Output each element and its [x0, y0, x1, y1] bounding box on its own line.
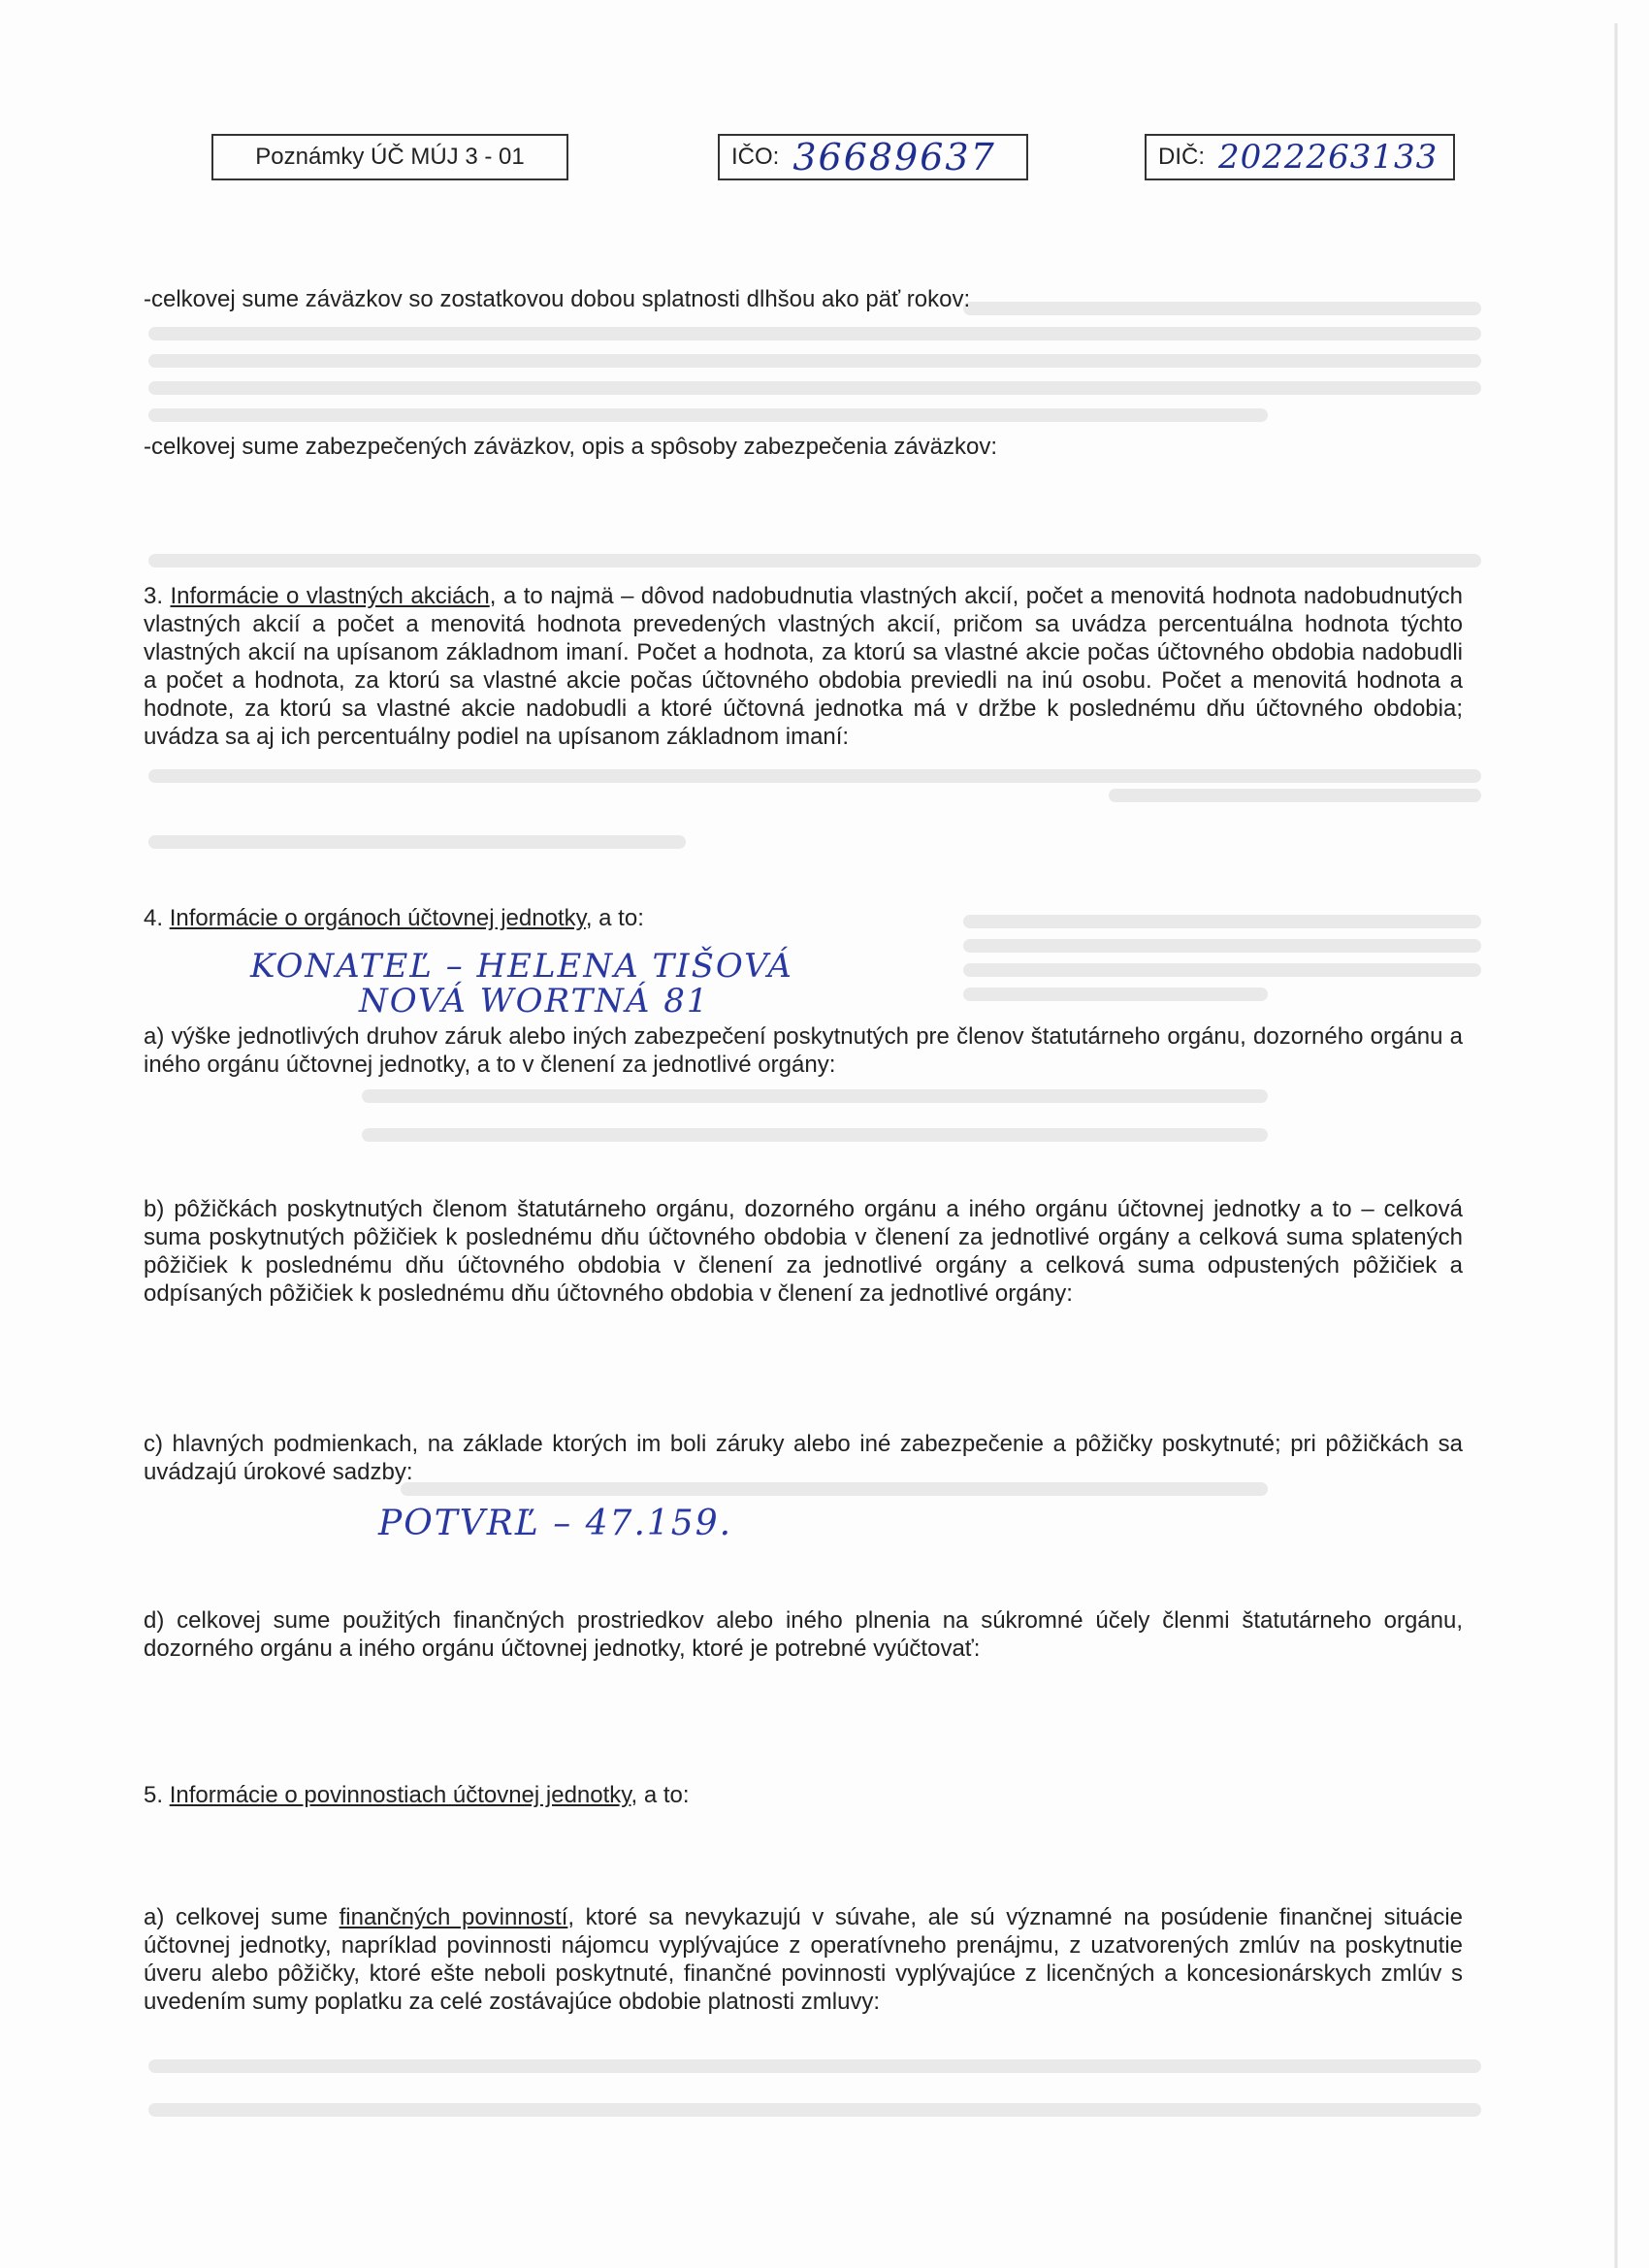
form-label: Poznámky ÚČ MÚJ 3 - 01: [255, 144, 525, 170]
section-5-title: Informácie o povinnostiach účtovnej jednotky: [169, 1782, 631, 1808]
section-3-number: 3.: [144, 583, 164, 609]
section-4-number: 4.: [144, 905, 164, 931]
dic-label: DIČ:: [1158, 144, 1205, 170]
handwritten-address: NOVÁ WORTNÁ 81: [359, 982, 710, 1021]
section-4-heading: [144, 904, 1463, 932]
section-4-c: c) hlavných podmienkach, na základe ktorých im boli záruky alebo iné zabezpečenie a pôžičky poskytnuté; pri pôžičkách sa uvádzajú úrokové sadzby:: [144, 1431, 1463, 1485]
section-4-title: Informácie o orgánoch účtovnej jednotky: [169, 905, 586, 931]
section-3-text: , a to najmä – dôvod nadobudnutia vlastných akcií, počet a menovitá hodnota nadobudnutých vlastných akcií a počet a menovitá hodnota prevedených vlastných akcií, pričom sa uvádza percentuálna hodnota týchto vlastných akcií na upísanom základnom imaní. Počet a hodnota, za ktorú sa vlastné akcie počas účtovného obdobia nadobudli a počet a hodnota, za ktorú sa vlastné akcie počas účtovného obdobia previedli na inú osobu. Počet a menovitá hodnota a hodnote, za ktorú sa vlastné akcie nadobudli a ktoré účtovná jednotka má v držbe k poslednému dňu účtovného obdobia; uvádza sa aj ich percentuálny podiel na upísanom základnom imaní:: [144, 583, 1463, 750]
section-4-a: a) výške jednotlivých druhov záruk alebo iných zabezpečení poskytnutých pre členov štatutárneho orgánu, dozorného orgánu a iného orgánu účtovnej jednotky, a to v členení za jednotlivé orgány:: [144, 1023, 1463, 1078]
ico-box: [718, 134, 1028, 180]
ico-handwritten-value: 36689637: [792, 136, 996, 178]
section-4-d: d) celkovej sume použitých finančných prostriedkov alebo iného plnenia na súkromné účely členmi štatutárneho orgánu, dozorného orgánu a iného orgánu účtovnej jednotky, ktoré je potrebné vyúčtovať:: [144, 1607, 1463, 1662]
section-5-a-text: , ktoré sa nevykazujú v súvahe, ale sú významné na posúdenie finančnej situácie účtovnej jednotky, napríklad povinnosti nájomcu vyplývajúce z operatívneho prenájmu, z uzatvorených zmlúv na poskytnutie úveru alebo pôžičky, ktoré ešte neboli poskytnuté, finančné povinnosti vyplývajúce z licenčných a koncesionárskych zmlúv s uvedením sumy poplatku za celé zostávajúce obdobie platnosti zmluvy:: [144, 1904, 1463, 2015]
section-4-suffix: , a to:: [585, 905, 644, 931]
dic-handwritten-value: 2022263133: [1218, 138, 1439, 177]
section-5-a: [144, 1903, 1463, 2016]
ico-label: IČO:: [731, 144, 780, 170]
section-3-title: Informácie o vlastných akciách: [170, 583, 490, 609]
liabilities-long-term: -celkovej sume záväzkov so zostatkovou dobou splatnosti dlhšou ako päť rokov:: [144, 286, 971, 312]
section-5-heading: [144, 1781, 1463, 1809]
liabilities-secured: -celkovej sume zabezpečených záväzkov, opis a spôsoby zabezpečenia záväzkov:: [144, 434, 998, 460]
section-4-b: b) pôžičkách poskytnutých členom štatutárneho orgánu, dozorného orgánu a iného orgánu účtovnej jednotky a to – celková suma poskytnutých pôžičiek k poslednému dňu účtovného obdobia v členení za jednotlivé orgány a celková suma splatených pôžičiek k poslednému dňu účtovného obdobia v členení za jednotlivé orgány a celková suma odpustených pôžičiek a odpísaných pôžičiek k poslednému dňu účtovného obdobia v členení za jednotlivé orgány:: [144, 1196, 1463, 1307]
section-5-number: 5.: [144, 1782, 164, 1808]
handwritten-interest-note: POTVRĽ – 47.159.: [378, 1504, 733, 1543]
section-5-a-term: finančných povinností: [339, 1904, 568, 1930]
handwritten-director: KONATEĽ – HELENA TIŠOVÁ: [250, 947, 793, 986]
section-5-suffix: , a to:: [630, 1782, 690, 1808]
section-5-a-prefix: a) celkovej sume: [144, 1904, 340, 1930]
form-label-box: [211, 134, 568, 180]
dic-box: [1145, 134, 1455, 180]
section-3: [144, 582, 1463, 751]
